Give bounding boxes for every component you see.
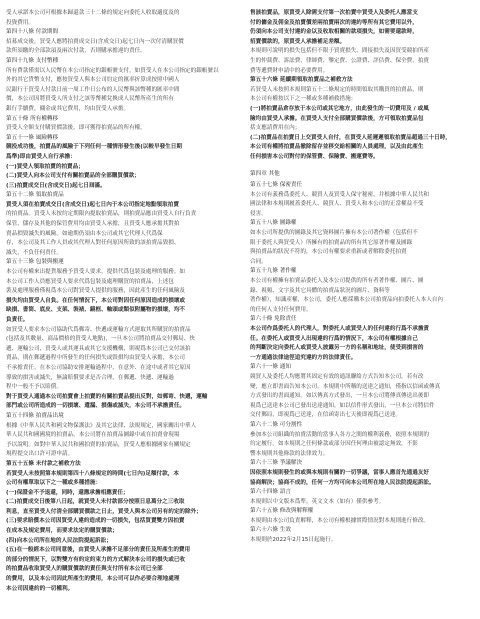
text-line: 本公司有權來出提貨服務予買受人要求，提供代爲包裝及處理的服務。如	[6, 269, 186, 276]
text-line: 爲準)即由買受人自行承擔：	[6, 153, 76, 160]
text-line: 如買受人要求本公司協助代爲郵寄、快遞或運輸方式運取其所購買的拍賣品	[6, 326, 191, 333]
text-line: 受人承諾本公司可根據本歸還款三十二條的規定向委托人收取適度及的	[6, 10, 180, 16]
text-line: 的判斷決定向委托人或買受人披露另一方的名稱和地址，使受到損害的	[250, 345, 424, 352]
text-line: 所有費款僅需以人民幣在本公司指定的銀帳號支付，如買受人在本公司指定的銀帳號以	[6, 67, 219, 74]
text-line: 一方通過法律途徑追究違約方的法律責任。	[250, 354, 357, 361]
text-line: (五)在一般經本公司同意後，由買受人承擔不足部分的責任及所產生的費用	[6, 547, 191, 554]
text-line: 的拍賣品收取買受人的購買價款的責任與支付所有本公司已全部	[6, 566, 163, 573]
text-line: 變，應立即書面告知本公司。本規則中所稱的送達之通知，僅指以信函或傳真	[250, 383, 441, 390]
article-heading: 第五十條 所有權轉移	[6, 115, 59, 122]
text-line: 生的仲裁費、訴訟費、律師費、鑒定費、公證費、評估費、保全費、拍賣	[250, 57, 430, 64]
article-heading: 第六十一條 通知	[250, 364, 291, 371]
text-line: 合同。	[250, 258, 267, 265]
text-line: 第五十六條 延續期領取拍賣品之補救方法	[250, 77, 353, 84]
article-heading: 第四十九條 支付幣種	[6, 57, 59, 64]
text-line: (一)買受人領取拍賣的拍賣品；	[6, 163, 84, 170]
text-line: 賣品損毀滅失的風險。如逾期仍須由本公司或其它代理人代爲保	[6, 230, 163, 237]
text-line: (二)拍賣成交日後第八日起，就買受人未付款部分按照日息萬分之三收取	[6, 499, 185, 506]
text-line: 與拍賣品的狀況不符的，本公司有權要求重新或者解除委托拍賣	[250, 249, 407, 256]
text-line: 錄、視頻、文字及其它具體的拍賣品狀況的圖片、資料等	[250, 287, 390, 294]
text-line: 程中一般不予以賠償。	[6, 384, 62, 391]
text-line: 的任何人支付任何費用。	[250, 306, 312, 313]
text-line: 視爲已送達本公司已發出送達通知。如以信件形式發出，一旦本公司將信件	[250, 402, 435, 409]
text-line: 本公司有義務爲委托人、競買人及買受人保守秘密，并根據中華人民共和	[250, 191, 430, 198]
text-line: 的拍賣品。買受人未按約定期限內提取拍賣品，則拍賣品應由買受人自行負責	[6, 211, 197, 218]
text-line: 本公司有權將拍賣品撤除留存並移交給相關的人員處理，以及由此產生	[250, 144, 424, 151]
text-line: 本規則於2022年2月15日起施行。	[250, 537, 337, 544]
text-line: 缺損、書筒、底皮、支架、裝裱、鏡框、軸頭或類似附屬物的損壞，均不	[6, 307, 186, 314]
text-line: 本規則由本公司負責解釋，本公司有權根據實際情況對本規則進行修改。	[250, 517, 430, 524]
article-heading: 第六十二條 可分割性	[250, 421, 303, 428]
text-line: 險均由買受人承擔。在買受人支付全部購買價款後，方可領取拍賣品包	[250, 115, 424, 122]
text-line: 保管，儲存及其他的保管費用均由買受人承擔，且買受人應承擔其對拍	[6, 221, 180, 228]
text-line: 交付郵局，即視爲已送達，在信函寄出七天後即視爲已送達。	[250, 412, 402, 419]
text-line: 費等遞費財申請中的必要費用。	[250, 67, 329, 74]
text-line: 招賣價款的，原買受人承擔補足差額。	[250, 38, 346, 45]
left-column	[6, 9, 230, 594]
right-column	[250, 9, 474, 546]
text-line: 滅失，不負任何責任。	[6, 249, 62, 256]
article-heading: 第五十一條 風險轉移	[6, 134, 59, 141]
text-line: 予以說明。如對中華人民共和國拍賣的拍賣品，買受人應根據國家有關規定	[6, 441, 191, 448]
text-line: 本規則可說明的損失包括但不限于買賣損失、間接損失及因買受競拍所產	[250, 48, 430, 55]
article-heading: 第六十四條 語言	[250, 489, 291, 496]
text-line: 根據《中華人民共和國文物保護法》及其它法律、法規規定，國家關出中華人	[6, 422, 197, 429]
article-heading: 第六十六條 生效	[250, 527, 291, 534]
text-line: 公司有權單取以下之一種或多種措施：	[6, 480, 102, 487]
article-heading: 第五十四條 拍賣品出境	[6, 412, 64, 419]
text-line: 導致的損害或滅失，無論賠償要求是否合理，在郵遞、快遞、運輸過	[6, 374, 174, 381]
article-heading: 第四十八條 付款期間	[6, 29, 59, 36]
text-line: (一)將拍賣品倉存放于本公司或其它地方，由此發生的一切費用及 / 或風	[250, 105, 429, 112]
text-line: 售該拍賣品，原買受人除需支付第一次拍賣中買受人及委托人應當支	[250, 10, 418, 16]
text-line: 付的傭金及佣金及拍賣價差兩拍賣兩次的違約等所有其它費用以外，	[250, 19, 418, 26]
text-line: 限于委托人與買受人）所擁有的拍賣品的所有其它原著作權及圖錄	[250, 239, 413, 246]
text-line: 銀行手續費，傭金或其它費用，均由買受人承擔。	[6, 105, 130, 112]
text-line: (一)保證金不予退還，同時，還應承擔相應責任；	[6, 489, 129, 496]
text-line: 如本公司所提供的圖錄及其它資料圖片擁有本公司著作權（包括但不	[250, 230, 418, 237]
article-heading: 第五十二條 領取拍賣品	[6, 192, 64, 199]
text-line: 部門或公司所造成的一切損壞、遺漏、損傷或滅失，本公司不承擔責任。	[6, 403, 186, 410]
text-line: 響本規則其他條款的法律效力。	[250, 450, 329, 457]
text-line: 著作權），知識產權，本公司，委托人應採購本公司拍賣品向拍委托人本人自內	[250, 297, 443, 304]
text-line: 投資費用。	[6, 19, 34, 26]
text-line: 任。在委托人或買受人出現違約行爲的情況下，本公司有權根據自己	[250, 335, 418, 342]
text-line: 本規則以中文版本爲準。英文文本（如有）僅供參考。	[250, 498, 385, 505]
text-line: 國法律和本規則履蓋委托人、競買人、買受人和本公司的正當權益不受	[250, 201, 424, 208]
text-line: 在成本及規定費用，而要求法定的購買價款；	[6, 528, 118, 535]
text-line: (二)拍賣品在拍賣日上交買受人自付，在買受人延遲遲領取拍賣品超過三十日時，	[250, 134, 451, 141]
text-line: 利息，直至買受人付清全部購買價款之日止，買受人與本公司另有約定的除外；	[6, 508, 202, 515]
text-line: 任何損害本公司對付的保管費、保險費、搬運費等。	[250, 153, 379, 160]
text-line: 款所須繳的全部款項及兩次付款，否則購承擔違約責任。	[6, 48, 146, 55]
text-line: (三)要求賠償本公司因買受人違約造成的一切損失，包括買賣雙方因拍賣	[6, 518, 185, 525]
text-line: 負責任。	[6, 317, 29, 323]
text-line: 損失均由買受人自負。在任何情況下，本公司對因任何原因造成的損壞或	[6, 297, 186, 304]
text-line: 民銀行于買受人付款日前一周工作日公布的人民幣與該幣種的匯率中間	[6, 86, 180, 93]
article-heading: 第五十九條 著作權	[250, 268, 297, 275]
text-line: (二)買受人向本公司支付有關拍賣品的全部購買價款；	[6, 173, 140, 180]
text-line: 括支應請費用在內；	[250, 125, 301, 132]
text-line: 招募成交後，買受人應將拍賣成交日(含成交日)起七日內一次付清購買價	[6, 38, 184, 45]
text-line: 價，本公司因將買受人所支付之該等幣種兌換成人民幣所產生的所有	[6, 96, 174, 103]
text-line: 若買受人未按照第本規則第四十八條規定的時間(七日內)足額付款，本	[6, 470, 179, 477]
text-line: 不承擔責任。在本公司協助安排運輸過程中，在意外、在途中或者其它原因	[6, 364, 191, 371]
text-line: (包括及其數量、商品價格的買受人地點)，一旦本公司將拍賣品交付郵局、快	[6, 336, 195, 343]
text-line: 競投成功後，拍賣品的風險于下列任何一種情形發生後(以較早發生日期	[6, 144, 182, 151]
text-line: 侵害。	[250, 210, 267, 217]
article-heading: 第六十條 免除責任	[250, 316, 297, 323]
text-line: 仍須向本公司支付違約金以及收取相關的款項損失，如需要還款時，	[250, 29, 418, 36]
text-line: 本公司因違約的一切權利。	[6, 585, 74, 592]
text-line: 參加本公司組織的拍賣活動的當事人各方之間的權利義務，依照本規則的	[250, 431, 430, 438]
article-heading: 第五十七條 保密責任	[250, 182, 303, 189]
text-line: 本公司工作人員應買受人要求代爲包裝及處理購買的拍賣品，上述包	[6, 278, 174, 285]
article-heading: 第六十三條 爭議解決	[250, 460, 303, 467]
article-heading: 第五十八條 圖錄權	[250, 220, 297, 227]
text-line: 第五十五條 未付款之補救方法	[6, 460, 81, 467]
text-line: 買受人須在拍賣成交日(含成交日)起七日內于本公司指定地點領取拍賣	[6, 201, 179, 208]
text-line: 買受人全額支付購買價款後，即可獲得拍賣品的所有權。	[6, 125, 146, 132]
text-line: 存，本公司及其工作人員或其代理人對任何原因所致的該拍賣品毀損、	[6, 240, 180, 247]
text-line: (四)向本公司所在地的人民法院提起訴訟；	[6, 537, 112, 544]
text-line: 本公司有權按以下之一種或多種補救措施：	[250, 96, 357, 103]
text-line: 本公司作爲委托人的代理人，對委托人或買受人的任何違約行爲不承擔責	[250, 326, 430, 332]
text-line: 對于買受人通過本公司拍賣會上拍賣的有關拍賣品提出反對，如郵寄、快遞，運輸	[6, 393, 208, 400]
article-heading: 第六十五條 修改與解釋權	[250, 508, 314, 515]
text-line: 若買受人未按照本規則第五十二條規定的時間領取其購買的拍賣品，則	[250, 86, 424, 93]
text-line: 外的其它貨幣支付，應按買受人與本公司約定的匯率折算成按照中國人	[6, 77, 180, 84]
text-line: 協商解決；協商不成的，任何一方均可向本公司所在地人民法院提起訴訟。	[250, 479, 435, 486]
text-line: 裝及處理服務僅視爲本公司對買受人提供的服務，因此產生的任何風險及	[6, 288, 186, 295]
text-line: 本公司有權擁有拍賣品委托人及本公司提供的所有者著作權、圖片、圖	[250, 278, 424, 285]
text-line: 賣品，則在郵遞過程中所發生的任何損失或毀損均由買受人承擔，本公司	[6, 355, 186, 362]
text-line: 規程提交出口許可證申請。	[6, 451, 74, 458]
text-line: 的部分的情況下，以對雙方有約定約束力的方式解決本公司的損失或已收	[6, 556, 186, 563]
chapter-heading: 第四章 其他	[250, 170, 280, 177]
article-heading: 第五十三條 包裝與搬運	[6, 259, 64, 266]
text-line: 遞、運輸公司，買受人或其運具或其它支援機構，則視爲本公司已交付該拍	[6, 345, 191, 352]
text-line: 方式發出的書面通知。如以傳真方式發出，一旦本公司將傳真傳送出後即	[250, 393, 430, 400]
text-line: 華人民共和國國境的拍賣品，本公司將在拍賣品圖錄中或在拍賣會現場	[6, 432, 180, 439]
text-line: 競買人及委托人均應將其固定有效的通訊聯絡方式告知本公司，若有改	[250, 373, 424, 380]
text-line: 的費用，以及本公司因此所產生的費用，本公司可以作必要合理地處理	[6, 576, 180, 583]
text-line: (三)拍賣成交日(含成交日)起七日屆滿。	[6, 182, 106, 189]
text-line: 因依照本規則發生的或與本規則有關的一切爭議，當事人應首先通過友好	[250, 469, 430, 476]
text-line: 約定履行。如本規則之任何條款或部分因任何理由被認定無效，不影	[250, 441, 418, 448]
